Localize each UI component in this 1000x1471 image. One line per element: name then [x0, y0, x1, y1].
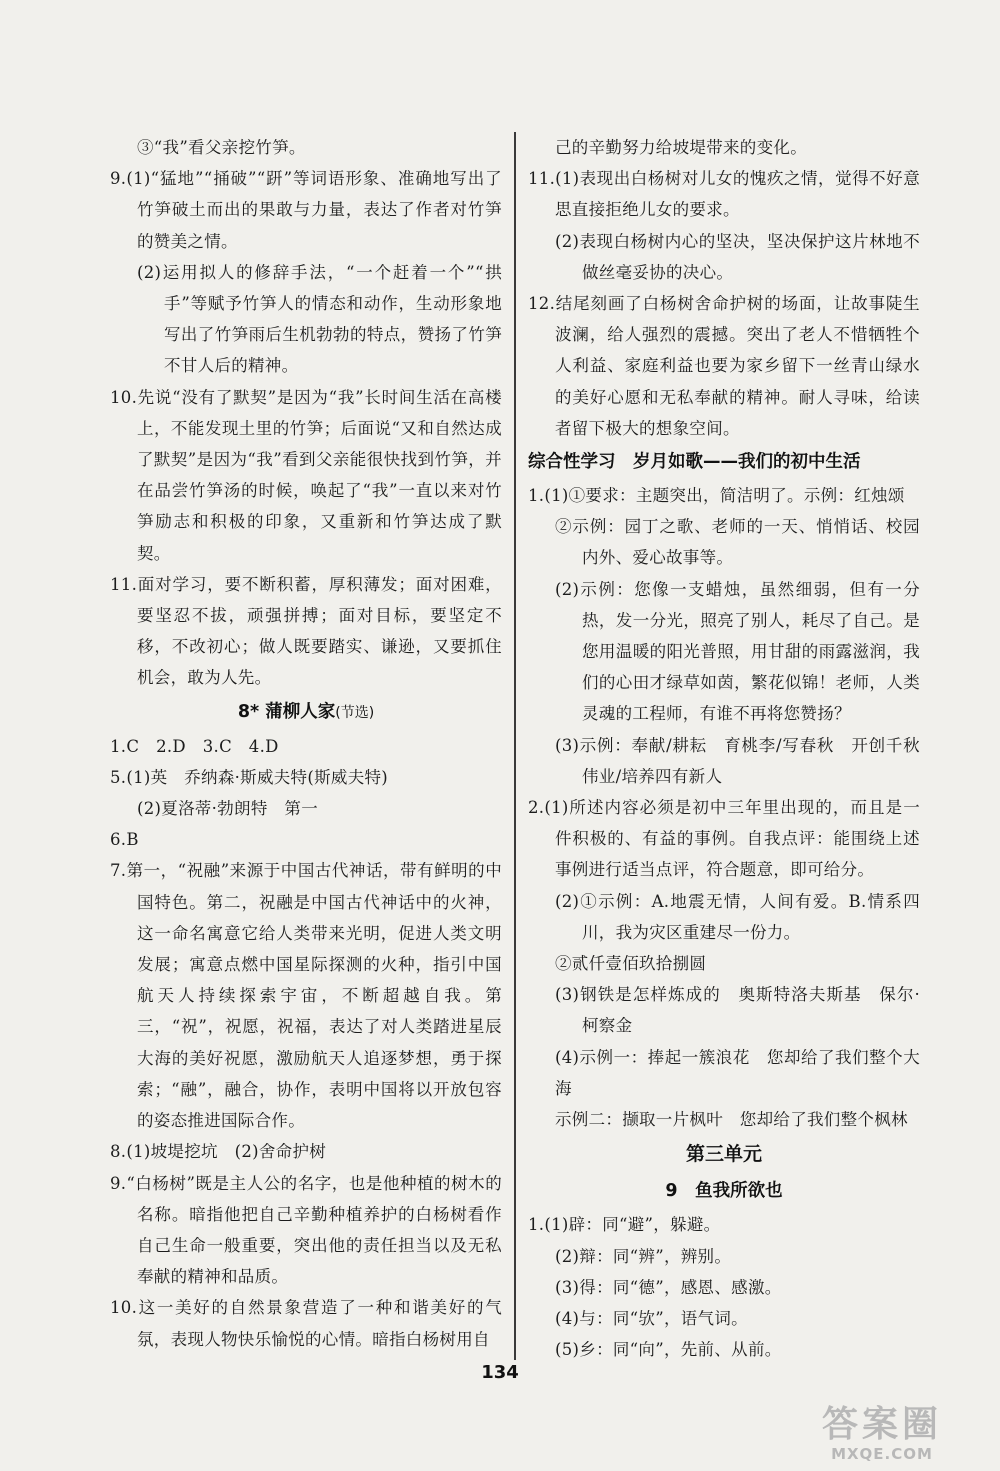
answer-paragraph: (2)辩：同“辨”，辨别。 [555, 1246, 732, 1266]
answer-paragraph: 8.(1)坡堤挖坑 (2)舍命护树 [110, 1142, 327, 1162]
page-number: 134 [481, 1362, 519, 1383]
section-heading [110, 694, 502, 731]
answer-paragraph: (2)运用拟人的修辞手法，“一个赶着一个”“拱手”等赋予竹笋人的情态和动作，生动形象地写出了竹笋雨后生机勃勃的特点，赞扬了竹笋不甘人后的精神。 [137, 262, 502, 376]
answer-paragraph: ②示例：园丁之歌、老师的一天、悄悄话、校园内外、爱心故事等。 [555, 517, 920, 568]
section-heading-text: 第三单元 [685, 1143, 762, 1166]
answer-paragraph: 1.(1)辟：同“避”，躲避。 [528, 1215, 721, 1235]
answer-paragraph: 1.C 2.D 3.C 4.D [110, 736, 279, 756]
answer-paragraph: (3)得：同“德”，感恩、感激。 [555, 1277, 782, 1297]
answer-paragraph: 10.先说“没有了默契”是因为“我”长时间生活在高楼上，不能发现土里的竹笋；后面说“又和自然达成了默契”是因为“我”看到父亲能很快找到竹笋，并在品尝竹笋汤的时候，唤起了“我”一直以来对竹笋励志和积极的印象，又重新和竹笋达成了默契。 [110, 387, 502, 563]
section-heading [528, 1135, 920, 1173]
answer-paragraph: 2.(1)所述内容必须是初中三年里出现的，而且是一件积极的、有益的事例。自我点评：能围绕上述事例进行适当点评，符合题意，即可给分。 [528, 798, 920, 880]
answer-paragraph: 5.(1)英 乔纳森·斯威夫特(斯威夫特) [110, 767, 389, 787]
answer-paragraph: 己的辛勤努力给坡堤带来的变化。 [555, 138, 807, 157]
answer-paragraph: 7.第一，“祝融”来源于中国古代神话，带有鲜明的中国特色。第二，祝融是中国古代神话中的火神，这一命名寓意它给人类带来光明，促进人类文明发展；寓意点燃中国星际探测的火种，指引中国航天人持续探索宇宙，不断超越自我。第三，“祝”，祝愿，祝福，表达了对人类踏进星辰大海的美好祝愿，激励航天人追逐梦想，勇于探索；“融”，融合，协作，表明中国将以开放包容的姿态推进国际合作。 [110, 861, 502, 1131]
answer-paragraph: 9.(1)“猛地”“捅破”“趼”等词语形象、准确地写出了竹笋破土而出的果敢与力量，表达了作者对竹笋的赞美之情。 [110, 169, 502, 251]
answer-paragraph: (5)乡：同“向”，先前、从前。 [555, 1340, 782, 1360]
answer-paragraph: 6.B [110, 830, 139, 850]
answer-paragraph: 9.“白杨树”既是主人公的名字，也是他种植的树木的名称。暗指他把自己辛勤种植养护的白杨树看作自己生命一般重要，突出他的责任担当以及无私奉献的精神和品质。 [110, 1173, 502, 1287]
answer-paragraph: ③“我”看父亲挖竹笋。 [137, 138, 306, 157]
answer-paragraph: (2)表现白杨树内心的坚决，坚决保护这片林地不做丝毫妥协的决心。 [555, 231, 920, 282]
watermark-url: MXQE.COM [831, 1445, 933, 1463]
section-heading-note: (节选) [335, 704, 375, 721]
watermark-logo [792, 1405, 972, 1463]
right-column [528, 132, 920, 1365]
answer-paragraph: (3)钢铁是怎样炼成的 奥斯特洛夫斯基 保尔·柯察金 [555, 985, 920, 1036]
answer-paragraph: 示例二：撷取一片枫叶 您却给了我们整个枫林 [555, 1110, 908, 1130]
answer-paragraph: 1.(1)①要求：主题突出，简洁明了。示例：红烛颂 [528, 486, 905, 506]
answer-paragraph: 10.这一美好的自然景象营造了一种和谐美好的气氛，表现人物快乐愉悦的心情。暗指白杨树用自 [110, 1298, 502, 1349]
answer-paragraph: 12.结尾刻画了白杨树舍命护树的场面，让故事陡生波澜，给人强烈的震撼。突出了老人不惜牺牲个人利益、家庭利益也要为家乡留下一丝青山绿水的美好心愿和无私奉献的精神。耐人寻味，给读者留下极大的想象空间。 [528, 294, 920, 438]
section-heading [528, 1173, 920, 1209]
answer-paragraph: (4)与：同“欤”，语气词。 [555, 1308, 748, 1328]
answer-paragraph: (3)示例：奉献/耕耘 育桃李/写春秋 开创千秋伟业/培养四有新人 [555, 735, 920, 786]
answer-paragraph: ②贰仟壹佰玖拾捌圆 [555, 954, 707, 974]
answer-paragraph: 11.面对学习，要不断积蓄，厚积薄发；面对困难，要坚忍不拔，顽强拼搏；面对目标，要坚定不移，不改初心；做人既要踏实、谦逊，又要抓住机会，敢为人先。 [110, 574, 502, 688]
column-divider [514, 132, 516, 1360]
answer-paragraph: (2)示例：您像一支蜡烛，虽然细弱，但有一分热，发一分光，照亮了别人，耗尽了自己。是您用温暖的阳光普照，用甘甜的雨露滋润，我们的心田才绿草如茵，繁花似锦！老师，人类灵魂的工程师，有谁不再将您赞扬？ [555, 579, 920, 724]
left-column [110, 132, 502, 1355]
section-heading-text: 8* 蒲柳人家 [237, 701, 336, 722]
answer-paragraph: (4)示例一：捧起一簇浪花 您却给了我们整个大海 [555, 1047, 920, 1098]
answer-paragraph: 11.(1)表现出白杨树对儿女的愧疚之情，觉得不好意思直接拒绝儿女的要求。 [528, 169, 920, 220]
section-heading-text: 综合性学习 岁月如歌——我们的初中生活 [528, 452, 861, 473]
answer-paragraph: (2)①示例：A.地震无情，人间有爱。B.情系四川，我为灾区重建尽一份力。 [555, 891, 920, 942]
section-heading-text: 9 鱼我所欲也 [665, 1181, 783, 1202]
answer-paragraph: (2)夏洛蒂·勃朗特 第一 [137, 799, 319, 819]
section-heading [528, 444, 920, 480]
watermark-text: 答案圈 [821, 1404, 942, 1445]
